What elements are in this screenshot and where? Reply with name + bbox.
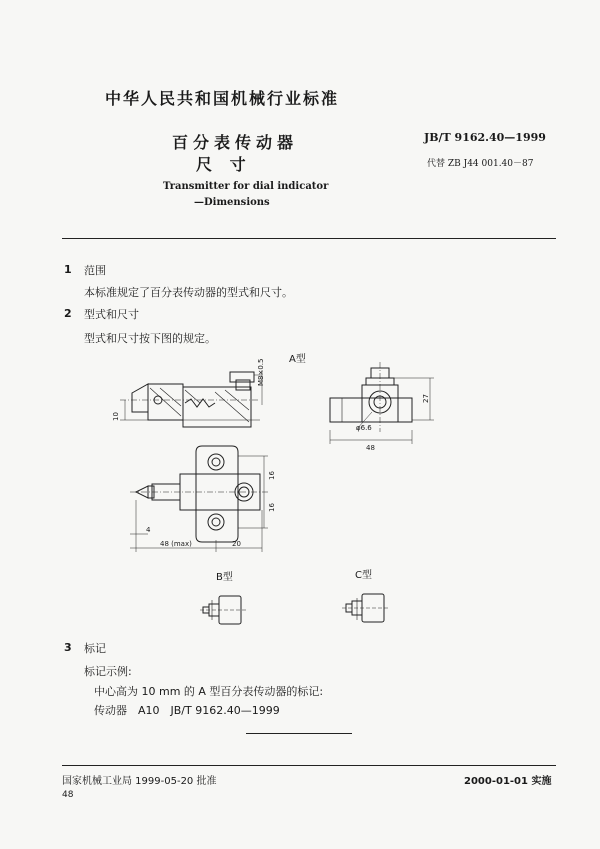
dim-width-48: 48 [366, 444, 375, 452]
dim-20: 20 [232, 540, 241, 548]
dim-16-upper: 16 [268, 471, 276, 480]
section-1-title: 范围 [84, 264, 106, 277]
title-en-line1: Transmitter for dial indicator [163, 181, 329, 192]
marking-example-code: 传动器 A10 JB/T 9162.40—1999 [94, 704, 280, 717]
industry-standard-heading: 中华人民共和国机械行业标准 [105, 89, 340, 108]
dim-16-lower: 16 [268, 503, 276, 512]
section-3-body: 标记示例: [84, 665, 132, 678]
effective-date: 2000-01-01 实施 [464, 776, 552, 787]
marking-example-desc: 中心高为 10 mm 的 A 型百分表传动器的标记: [94, 685, 324, 698]
dim-diameter: φ6.6 [356, 424, 372, 432]
section-3-number: 3 [64, 641, 72, 654]
replaces-note: 代替 ZB J44 001.40－87 [427, 159, 534, 169]
section-2-title: 型式和尺寸 [84, 308, 139, 321]
end-of-content-rule [246, 733, 352, 734]
section-1-body: 本标准规定了百分表传动器的型式和尺寸。 [84, 286, 293, 299]
footer-rule [62, 765, 556, 766]
type-b-label: B型 [216, 572, 233, 583]
type-c-label: C型 [355, 570, 372, 581]
section-2-number: 2 [64, 307, 72, 320]
dim-center-height: 10 [112, 412, 120, 421]
title-en-line2: —Dimensions [194, 197, 270, 208]
section-1-number: 1 [64, 263, 72, 276]
dim-48-max: 48 (max) [160, 540, 192, 548]
title-cn-line1: 百分表传动器 [172, 133, 299, 152]
dim-thread: M8×0.5 [257, 358, 265, 386]
dim-height-27: 27 [422, 394, 430, 403]
page-number: 48 [62, 790, 74, 800]
section-2-body: 型式和尺寸按下图的规定。 [84, 332, 216, 345]
section-3-title: 标记 [84, 642, 106, 655]
standard-number: JB/T 9162.40—1999 [424, 131, 546, 144]
dim-4: 4 [146, 526, 151, 534]
approval-note: 国家机械工业局 1999-05-20 批准 [62, 776, 217, 787]
title-cn-line2: 尺 寸 [196, 155, 252, 174]
type-a-label: A型 [289, 354, 306, 365]
